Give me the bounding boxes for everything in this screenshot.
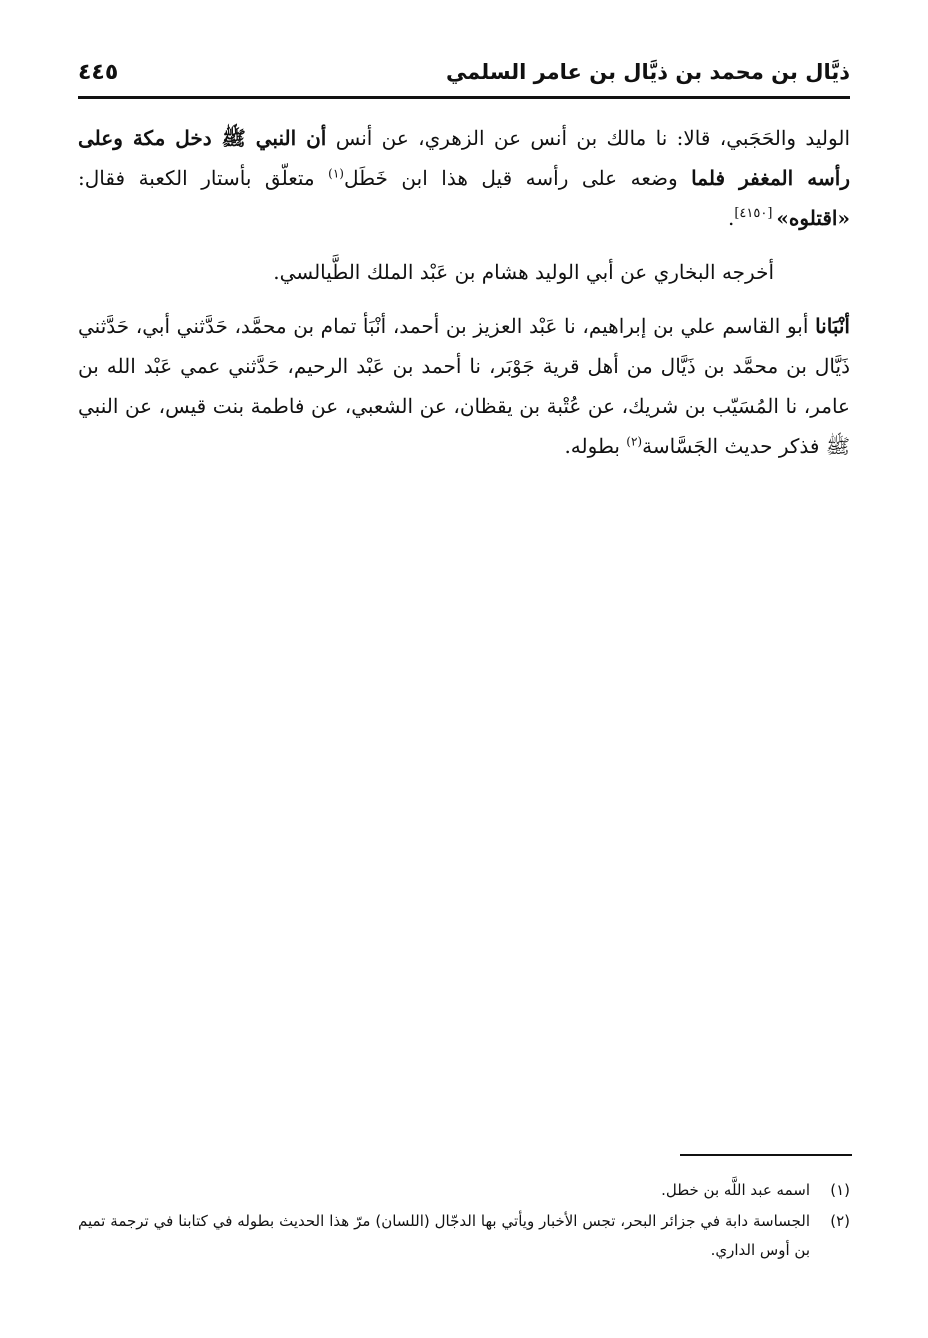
hadith-quote-bold: «اقتلوه»: [776, 206, 850, 230]
footnote-2: [78, 1207, 850, 1265]
footnote-marker-1: (١): [328, 166, 344, 181]
footnote-1: [78, 1176, 850, 1205]
text-run: أبو القاسم علي بن إبراهيم، نا عَبْد العزيز بن أحمد، أنْبَأ تمام بن محمَّد، حَدَّثني أبي، حَدَّثني ذَيَّال بن محمَّد بن ذَيَّال من أهل قرية جَوْبَر، نا أحمد بن عَبْد الرحيم، حَدَّثني عمي عَبْد الله بن عامر، نا المُسَيّب بن شريك، عن عُتْبة بن يقظان، عن الشعبي، عن فاطمة بنت قيس، عن النبي ﷺ فذكر حديث الجَسَّاسة: [78, 314, 850, 458]
text-run: .: [727, 206, 735, 230]
footnotes: [78, 1176, 850, 1267]
footnote-marker-2: (٢): [626, 434, 643, 449]
text-run: وضعه على رأسه قيل هذا ابن خَطَل: [343, 166, 692, 190]
header-title: ذيَّال بن محمد بن ذيَّال بن عامر السلمي: [445, 60, 850, 84]
paragraph-hadith-1: [78, 118, 850, 238]
hadith-reference-number: [٤١٥٠]: [734, 206, 773, 222]
footnote-text: الجساسة دابة في جزائر البحر، تجس الأخبار ويأتي بها الدجّال (اللسان) مرّ هذا الحديث بطوله في كتابنا في ترجمة تميم بن أوس الداري.: [78, 1212, 810, 1259]
footnote-text: اسمه عبد اللَّه بن خطل.: [661, 1181, 810, 1199]
page-number: ٤٤٥: [78, 60, 119, 85]
footnote-number: (١): [830, 1181, 850, 1199]
text-run: متعلّق بأستار الكعبة فقال:: [78, 166, 329, 190]
paragraph-hadith-2: [78, 306, 850, 466]
text-run: الوليد والحَجَبي، قالا: نا مالك بن أنس عن الزهري، عن أنس: [326, 126, 850, 150]
footnote-number: (٢): [830, 1212, 850, 1230]
running-header: [78, 56, 850, 99]
main-text: [78, 118, 850, 480]
hadith-text-bold: أن النبي ﷺ دخل مكة وعلى رأسه المغفر فلما: [78, 126, 850, 190]
text-run: بطوله.: [564, 434, 627, 458]
transmission-term-bold: أنْبَانا: [815, 314, 850, 338]
paragraph-takhrij: أخرجه البخاري عن أبي الوليد هشام بن عَبْد الملك الطَّيالسي.: [273, 260, 774, 284]
footnote-separator: [680, 1154, 852, 1156]
